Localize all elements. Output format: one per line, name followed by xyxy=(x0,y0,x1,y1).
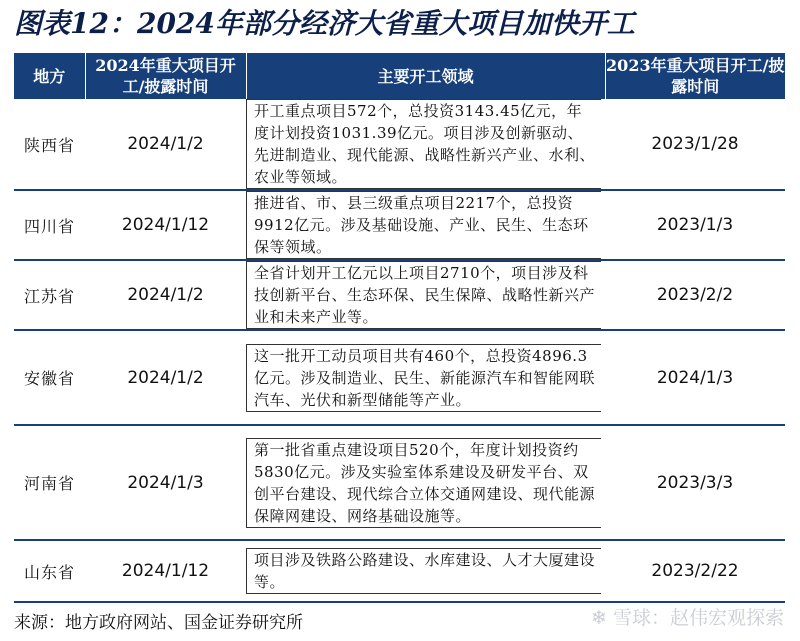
header-date-2023: 2023年重大项目开工/披露时间 xyxy=(605,53,785,99)
cell-date-2023: 2023/2/2 xyxy=(605,260,785,330)
table-row xyxy=(14,540,785,602)
cell-area xyxy=(246,330,605,425)
cell-date-2023: 2023/1/3 xyxy=(605,190,785,260)
table-row xyxy=(14,99,785,190)
cell-region: 河南省 xyxy=(14,425,85,540)
cell-region: 陕西省 xyxy=(14,99,85,190)
area-text: 全省计划开工亿元以上项目2710个，项目涉及科技创新平台、生态环保、民生保障、战略性新兴产业和未来产业等。 xyxy=(246,261,601,329)
table-row xyxy=(14,330,785,425)
table-row xyxy=(14,190,785,260)
cell-date-2023: 2023/1/28 xyxy=(605,99,785,190)
projects-table xyxy=(14,53,785,603)
cell-date-2024: 2024/1/12 xyxy=(85,540,246,602)
cell-region: 山东省 xyxy=(14,540,85,602)
table-row xyxy=(14,425,785,540)
cell-region: 安徽省 xyxy=(14,330,85,425)
source-note: 来源：地方政府网站、国金证券研究所 xyxy=(14,613,303,633)
cell-area xyxy=(246,99,605,190)
cell-area xyxy=(246,190,605,260)
cell-date-2024: 2024/1/2 xyxy=(85,330,246,425)
cell-area xyxy=(246,425,605,540)
watermark xyxy=(591,603,784,630)
area-text: 这一批开工动员项目共有460个，总投资4896.3亿元。涉及制造业、民生、新能源汽车和智能网联汽车、光伏和新型储能等产业。 xyxy=(246,344,601,412)
cell-date-2024: 2024/1/2 xyxy=(85,260,246,330)
cell-date-2024: 2024/1/12 xyxy=(85,190,246,260)
cell-area xyxy=(246,260,605,330)
cell-date-2023: 2023/2/22 xyxy=(605,540,785,602)
cell-date-2023: 2023/3/3 xyxy=(605,425,785,540)
cell-area xyxy=(246,540,605,602)
area-text: 开工重点项目572个，总投资3143.45亿元，年度计划投资1031.39亿元。项目涉及创新驱动、先进制造业、现代能源、战略性新兴产业、水利、农业等领域。 xyxy=(246,99,601,189)
cell-date-2024: 2024/1/3 xyxy=(85,425,246,540)
area-text: 推进省、市、县三级重点项目2217个，总投资9912亿元。涉及基础设施、产业、民生、生态环保等领域。 xyxy=(246,191,601,259)
header-region: 地方 xyxy=(14,53,85,99)
watermark-text: 雪球：赵伟宏观探索 xyxy=(612,607,784,629)
area-text: 第一批省重点建设项目520个，年度计划投资约5830亿元。涉及实验室体系建设及研发平台、双创平台建设、现代综合立体交通网建设、现代能源保障网建设、网络基础设施等。 xyxy=(246,438,601,528)
cell-date-2023: 2024/1/3 xyxy=(605,330,785,425)
cell-region: 四川省 xyxy=(14,190,85,260)
table-row xyxy=(14,260,785,330)
header-area: 主要开工领域 xyxy=(246,53,605,99)
cell-region: 江苏省 xyxy=(14,260,85,330)
figure-title: 图表12：2024年部分经济大省重大项目加快开工 xyxy=(14,7,635,40)
table-header-row xyxy=(14,53,785,99)
cell-date-2024: 2024/1/2 xyxy=(85,99,246,190)
header-date-2024: 2024年重大项目开工/披露时间 xyxy=(85,53,246,99)
snowflake-icon: ❄ xyxy=(591,607,607,629)
area-text: 项目涉及铁路公路建设、水库建设、人才大厦建设等。 xyxy=(246,548,601,594)
